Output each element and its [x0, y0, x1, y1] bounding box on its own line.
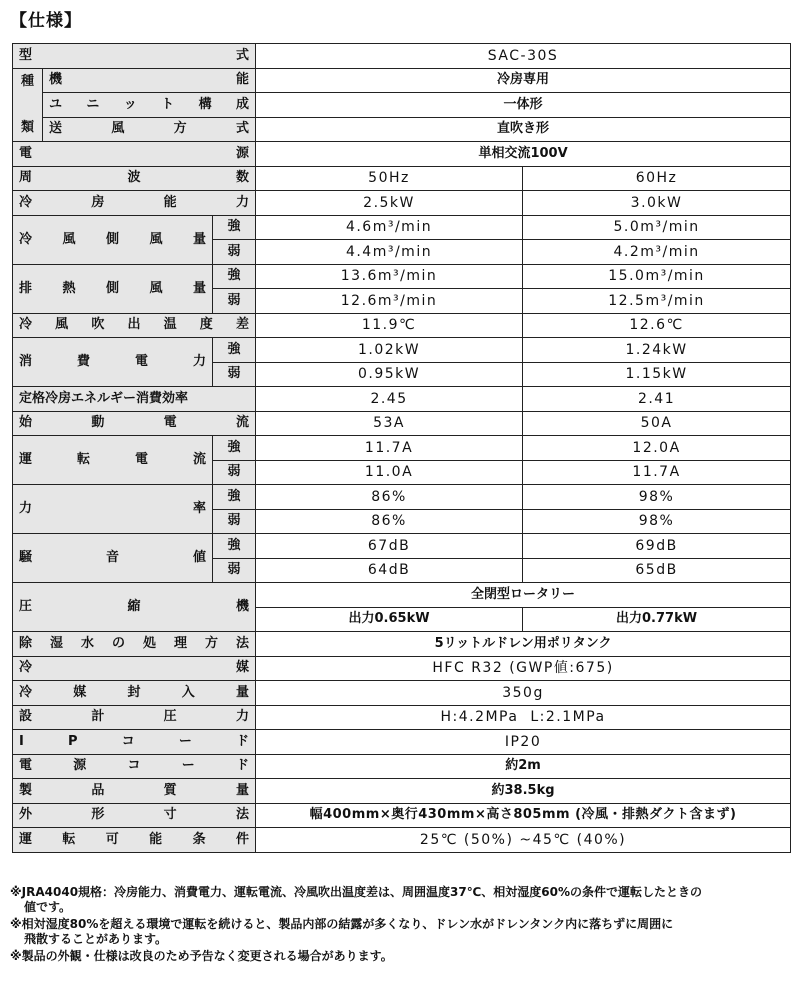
- row-unit: [13, 93, 791, 118]
- value-running-current-strong-60: 12.0A: [523, 436, 791, 461]
- value-power-weak-60: 1.15kW: [523, 362, 791, 387]
- value-power-factor-weak-60: 98%: [523, 509, 791, 534]
- label-design-pressure: 設 計 圧 力: [13, 705, 256, 730]
- category-type: 種 類: [13, 68, 43, 142]
- label-function: 機 能: [43, 68, 256, 93]
- value-refrigerant-amount: 350g: [256, 681, 791, 706]
- value-design-pressure: H:4.2MPa L:2.1MPa: [256, 705, 791, 730]
- sub-weak: 弱: [213, 558, 256, 583]
- sub-strong: 強: [213, 534, 256, 559]
- footnote-2: ※相対湿度80%を超える環境で運転を続けると、製品内部の結露が多くなり、ドレン水がドレンタンク内に落ちずに周囲に 飛散することがあります。: [10, 917, 674, 946]
- label-efficiency: 定格冷房エネルギー消費効率: [13, 387, 256, 412]
- label-conditions: 運 転 可 能 条 件: [13, 828, 256, 853]
- value-running-current-strong-50: 11.7A: [256, 436, 523, 461]
- value-exhaust-air-weak-60: 12.5m³/min: [523, 289, 791, 314]
- label-starting-current: 始 動 電 流: [13, 411, 256, 436]
- value-noise-weak-60: 65dB: [523, 558, 791, 583]
- row-dehumidify: [13, 632, 791, 657]
- value-frequency-50: 50Hz: [256, 166, 523, 191]
- sub-weak: 弱: [213, 362, 256, 387]
- row-design-pressure: [13, 705, 791, 730]
- label-refrigerant-amount: 冷 媒 封 入 量: [13, 681, 256, 706]
- value-noise-weak-50: 64dB: [256, 558, 523, 583]
- footnotes: [10, 885, 792, 966]
- footnote-3: ※製品の外観・仕様は改良のため予告なく変更される場合があります。: [10, 949, 393, 963]
- row-temp-diff: [13, 313, 791, 338]
- row-refrigerant-amount: [13, 681, 791, 706]
- value-cooling-capacity-60: 3.0kW: [523, 191, 791, 216]
- sub-weak: 弱: [213, 509, 256, 534]
- row-ip-code: [13, 730, 791, 755]
- value-exhaust-air-strong-50: 13.6m³/min: [256, 264, 523, 289]
- sub-strong: 強: [213, 485, 256, 510]
- value-cord: 約2m: [256, 754, 791, 779]
- row-running-current-strong: [13, 436, 791, 461]
- label-ip-code: I P コ ー ド: [13, 730, 256, 755]
- value-cold-air-strong-60: 5.0m³/min: [523, 215, 791, 240]
- row-dimensions: [13, 803, 791, 828]
- row-compressor-type: [13, 583, 791, 608]
- label-dimensions: 外 形 寸 法: [13, 803, 256, 828]
- value-weight: 約38.5kg: [256, 779, 791, 804]
- label-airflow-method: 送 風 方 式: [43, 117, 256, 142]
- value-power-strong-60: 1.24kW: [523, 338, 791, 363]
- value-airflow-method: 直吹き形: [256, 117, 791, 142]
- label-cord: 電 源 コ ー ド: [13, 754, 256, 779]
- value-temp-diff-60: 12.6℃: [523, 313, 791, 338]
- row-exhaust-air-strong: [13, 264, 791, 289]
- value-efficiency-50: 2.45: [256, 387, 523, 412]
- sub-strong: 強: [213, 264, 256, 289]
- row-airflow-method: [13, 117, 791, 142]
- value-exhaust-air-weak-50: 12.6m³/min: [256, 289, 523, 314]
- value-temp-diff-50: 11.9℃: [256, 313, 523, 338]
- value-refrigerant: HFC R32 (GWP値:675): [256, 656, 791, 681]
- sub-weak: 弱: [213, 289, 256, 314]
- value-power-factor-weak-50: 86%: [256, 509, 523, 534]
- sub-strong: 強: [213, 215, 256, 240]
- value-dehumidify: 5リットルドレン用ポリタンク: [256, 632, 791, 657]
- label-dehumidify: 除 湿 水 の 処 理 方 法: [13, 632, 256, 657]
- value-exhaust-air-strong-60: 15.0m³/min: [523, 264, 791, 289]
- sub-weak: 弱: [213, 460, 256, 485]
- label-model: 型 式: [13, 44, 256, 69]
- value-cold-air-weak-60: 4.2m³/min: [523, 240, 791, 265]
- label-power-consumption: 消 費 電 力: [13, 338, 213, 387]
- value-dimensions: 幅400mm×奥行430mm×高さ805mm (冷風・排熱ダクト含まず): [256, 803, 791, 828]
- value-compressor-60: 出力0.77kW: [523, 607, 791, 632]
- value-frequency-60: 60Hz: [523, 166, 791, 191]
- row-weight: [13, 779, 791, 804]
- row-refrigerant: [13, 656, 791, 681]
- page-title: 【仕様】: [10, 11, 82, 31]
- label-noise: 騒 音 値: [13, 534, 213, 583]
- value-power-source: 単相交流100V: [256, 142, 791, 167]
- row-starting-current: [13, 411, 791, 436]
- row-cooling-capacity: [13, 191, 791, 216]
- value-noise-strong-50: 67dB: [256, 534, 523, 559]
- value-starting-current-50: 53A: [256, 411, 523, 436]
- value-function: 冷房専用: [256, 68, 791, 93]
- label-frequency: 周 波 数: [13, 166, 256, 191]
- value-efficiency-60: 2.41: [523, 387, 791, 412]
- value-starting-current-60: 50A: [523, 411, 791, 436]
- value-running-current-weak-50: 11.0A: [256, 460, 523, 485]
- row-cold-air-strong: [13, 215, 791, 240]
- row-power-source: [13, 142, 791, 167]
- value-power-weak-50: 0.95kW: [256, 362, 523, 387]
- label-unit: ユ ニ ッ ト 構 成: [43, 93, 256, 118]
- sub-weak: 弱: [213, 240, 256, 265]
- row-function: [13, 68, 791, 93]
- value-compressor-50: 出力0.65kW: [256, 607, 523, 632]
- value-running-current-weak-60: 11.7A: [523, 460, 791, 485]
- row-conditions: [13, 828, 791, 853]
- spec-table: [12, 43, 791, 853]
- label-weight: 製 品 質 量: [13, 779, 256, 804]
- value-unit: 一体形: [256, 93, 791, 118]
- value-noise-strong-60: 69dB: [523, 534, 791, 559]
- value-cold-air-strong-50: 4.6m³/min: [256, 215, 523, 240]
- label-exhaust-air-volume: 排 熱 側 風 量: [13, 264, 213, 313]
- value-compressor-type: 全閉型ロータリー: [256, 583, 791, 608]
- label-cold-air-volume: 冷 風 側 風 量: [13, 215, 213, 264]
- value-power-factor-strong-50: 86%: [256, 485, 523, 510]
- label-power-source: 電 源: [13, 142, 256, 167]
- row-cord: [13, 754, 791, 779]
- value-model: SAC-30S: [256, 44, 791, 69]
- row-noise-strong: [13, 534, 791, 559]
- row-power-strong: [13, 338, 791, 363]
- value-ip-code: IP20: [256, 730, 791, 755]
- label-refrigerant: 冷 媒: [13, 656, 256, 681]
- row-frequency: [13, 166, 791, 191]
- label-cooling-capacity: 冷 房 能 力: [13, 191, 256, 216]
- label-running-current: 運 転 電 流: [13, 436, 213, 485]
- sub-strong: 強: [213, 338, 256, 363]
- row-model: [13, 44, 791, 69]
- footnote-1: ※JRA4040規格：冷房能力、消費電力、運転電流、冷風吹出温度差は、周囲温度37℃、相対湿度60%の条件で運転したときの 値です。: [10, 885, 703, 914]
- value-power-factor-strong-60: 98%: [523, 485, 791, 510]
- value-conditions: 25℃ (50%) ~45℃ (40%): [256, 828, 791, 853]
- value-cooling-capacity-50: 2.5kW: [256, 191, 523, 216]
- label-compressor: 圧 縮 機: [13, 583, 256, 632]
- row-power-factor-strong: [13, 485, 791, 510]
- label-temp-diff: 冷 風 吹 出 温 度 差: [13, 313, 256, 338]
- value-power-strong-50: 1.02kW: [256, 338, 523, 363]
- sub-strong: 強: [213, 436, 256, 461]
- value-cold-air-weak-50: 4.4m³/min: [256, 240, 523, 265]
- row-efficiency: [13, 387, 791, 412]
- label-power-factor: 力 率: [13, 485, 213, 534]
